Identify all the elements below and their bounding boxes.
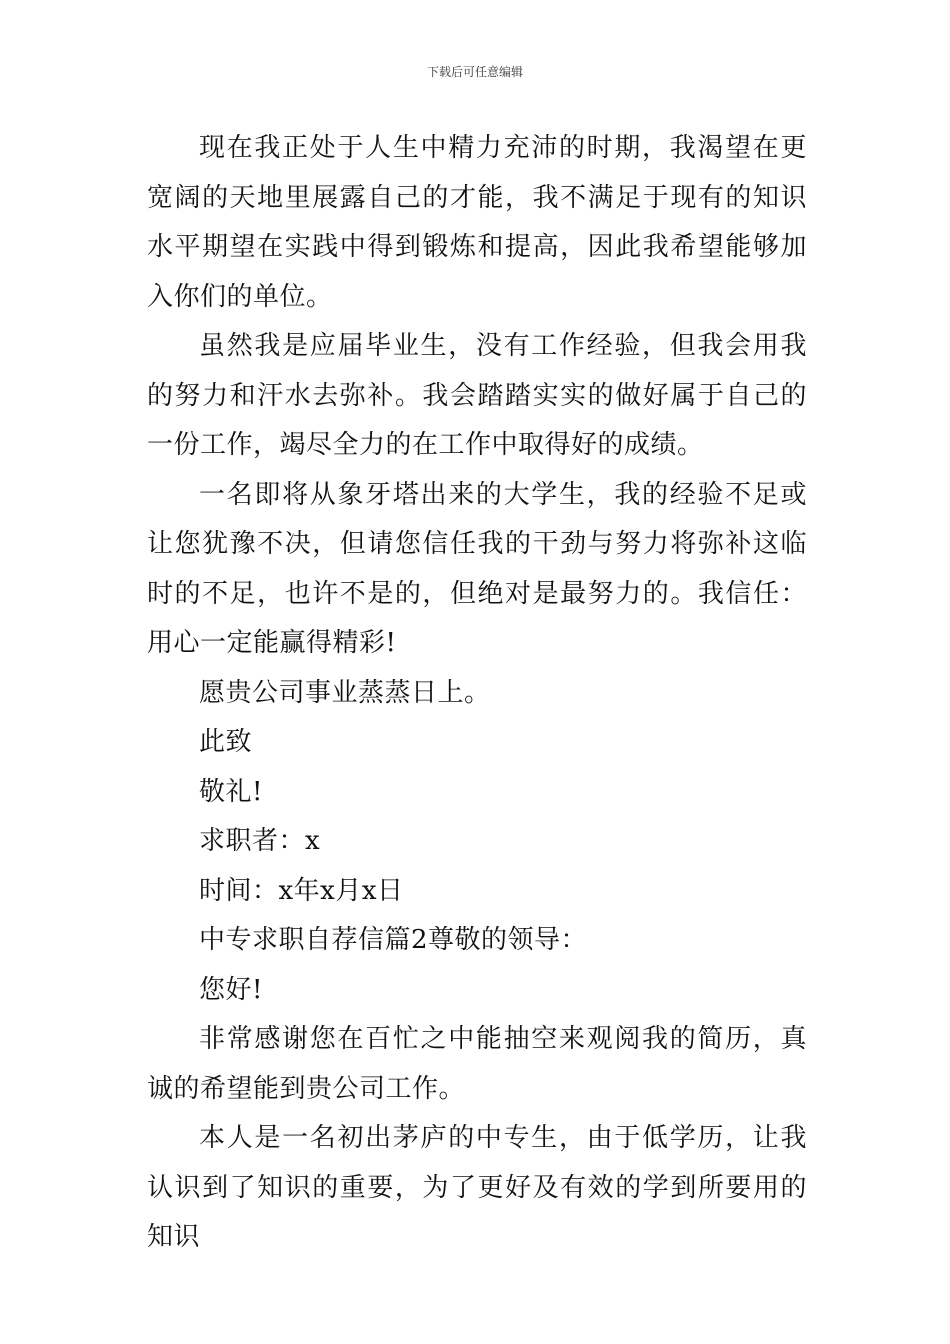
- section-heading: 中专求职自荐信篇2尊敬的领导：: [199, 925, 588, 955]
- date-line: 时间：x年x月x日: [199, 875, 404, 906]
- paragraph: 非常感谢您在百忙之中能抽空来观阅我的简历，真诚的希望能到贵公司工作。: [147, 1024, 807, 1104]
- greeting: 您好!: [199, 974, 263, 1005]
- closing-salutation: 此致: [199, 727, 253, 757]
- closing-respect: 敬礼!: [199, 776, 263, 807]
- paragraph: 现在我正处于人生中精力充沛的时期，我渴望在更宽阔的天地里展露自己的才能，我不满足于现有的知识水平期望在实践中得到锻炼和提高，因此我希望能够加入你们的单位。: [147, 133, 807, 312]
- page-header: 下载后可任意编辑: [426, 65, 523, 79]
- applicant-line: 求职者：x: [199, 826, 321, 856]
- paragraph: 愿贵公司事业蒸蒸日上。: [199, 677, 491, 708]
- paragraph: 虽然我是应届毕业生，没有工作经验，但我会用我的努力和汗水去弥补。我会踏踏实实的做好属于自己的一份工作，竭尽全力的在工作中取得好的成绩。: [147, 331, 807, 460]
- document-body: [147, 124, 807, 1263]
- paragraph: 本人是一名初出茅庐的中专生，由于低学历，让我认识到了知识的重要，为了更好及有效的学到所要用的知识: [147, 1123, 807, 1252]
- paragraph: 一名即将从象牙塔出来的大学生，我的经验不足或让您犹豫不决，但请您信任我的干劲与努力将弥补这临时的不足，也许不是的，但绝对是最努力的。我信任：用心一定能赢得精彩!: [147, 479, 807, 658]
